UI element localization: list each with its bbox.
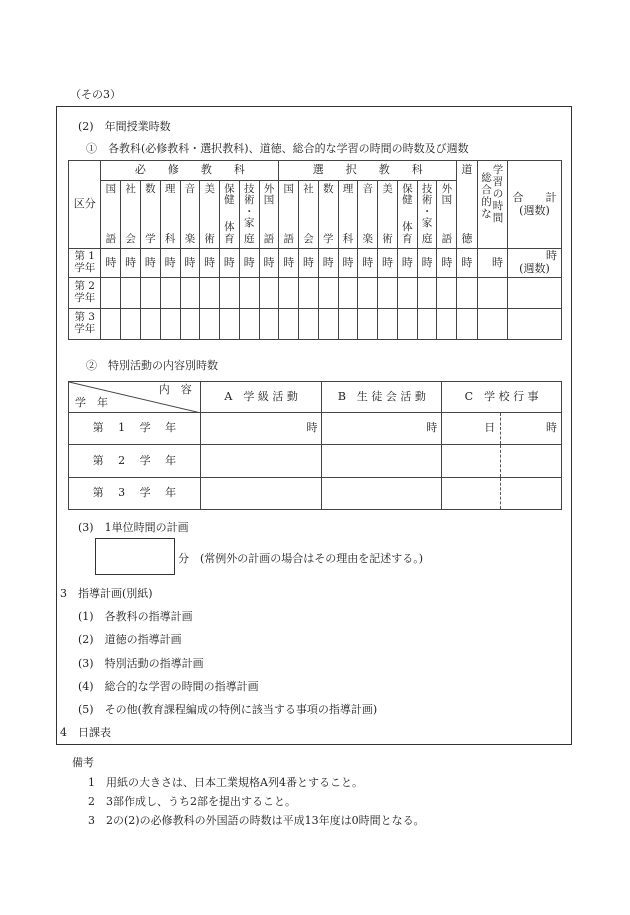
subject-bottom-chars: 庭: [421, 232, 433, 245]
hours-cell: [121, 249, 141, 278]
unit-ji: 時: [144, 255, 156, 269]
elective-subject-header: [397, 181, 417, 249]
table-row: [69, 309, 562, 340]
unit-ji: 時: [105, 255, 117, 269]
elective-subject-header: [338, 181, 358, 249]
subject-top-chars: 技 術 ・ 家: [243, 182, 255, 230]
hours-cell: [358, 278, 378, 309]
subject-top-chars: 技 術 ・ 家: [421, 182, 433, 230]
plan-heading: 3 指導計画(別紙): [60, 587, 153, 600]
subject-bottom-chars: 楽: [184, 232, 196, 245]
subject-top-chars: 理: [342, 182, 354, 195]
required-subject-header: [121, 181, 141, 249]
subject-top-chars: 理: [164, 182, 176, 195]
hours-cell: [338, 278, 358, 309]
student-council-header: B 生 徒 会 活 動: [322, 382, 442, 413]
moral-bottom: 徳: [461, 231, 473, 245]
grade-2-label: 第 2 学 年: [69, 445, 201, 478]
unit-ji: 時: [342, 255, 354, 269]
subject-bottom-chars: 語: [283, 232, 294, 245]
hours-cell: [457, 309, 477, 340]
hours-cell: [101, 249, 121, 278]
unit-ji: 時: [263, 255, 275, 269]
required-subject-header: [220, 181, 240, 249]
required-subject-header: [180, 181, 200, 249]
subject-bottom-chars: 体 育: [224, 221, 235, 245]
subject-top-chars: 社: [303, 182, 314, 195]
grade-3-class-activity: [200, 478, 322, 510]
hours-cell: [378, 278, 398, 309]
total-cell: [507, 249, 561, 278]
annual-hours-table: [68, 160, 562, 340]
subject-bottom-chars: 術: [204, 232, 215, 245]
total-header: [507, 161, 561, 249]
required-subject-header: [239, 181, 259, 249]
hours-cell: [358, 249, 378, 278]
hours-cell: [239, 278, 259, 309]
subject-bottom-chars: 学: [323, 232, 334, 245]
hours-cell: [121, 278, 141, 309]
subject-top-chars: 国: [105, 182, 117, 195]
required-subject-header: [259, 181, 279, 249]
hours-cell: [101, 278, 121, 309]
section-2-heading: (2) 年間授業時数: [78, 120, 171, 133]
plan-item-4: (4) 総合的な学習の時間の指導計画: [78, 680, 259, 693]
special-activities-table: [68, 381, 562, 510]
sogo-char-4: な: [481, 207, 492, 220]
elective-subject-header: [378, 181, 398, 249]
hours-cell: [101, 309, 121, 340]
hours-cell: [140, 309, 160, 340]
hours-cell: [378, 249, 398, 278]
hours-cell: [437, 249, 457, 278]
subject-top-chars: 音: [184, 182, 196, 195]
subject-bottom-chars: 庭: [243, 232, 255, 245]
table-row: [69, 445, 562, 478]
gakunen-label: 学 年: [75, 396, 108, 410]
subject-bottom-chars: 科: [164, 232, 176, 245]
hours-cell: [397, 309, 417, 340]
elective-subject-header: [318, 181, 338, 249]
plan-item-1: (1) 各教科の指導計画: [78, 610, 193, 623]
naiyo-label: 内 容: [158, 383, 192, 396]
dashed-divider: [500, 478, 501, 509]
hours-cell: [299, 278, 319, 309]
unit-ji: 時: [382, 255, 394, 269]
hours-cell: [200, 309, 220, 340]
class-activity-header: A 学 級 活 動: [200, 382, 322, 413]
elective-subject-header: [358, 181, 378, 249]
unit-time-note: 分 (常例外の計画の場合はその理由を記述する。): [178, 552, 424, 565]
unit-ji: 時: [421, 255, 433, 269]
unit-time-box: [95, 538, 175, 575]
hours-cell: [239, 249, 259, 278]
hours-cell: [299, 309, 319, 340]
unit-ji: 時: [322, 255, 334, 269]
subject-bottom-chars: 語: [105, 232, 117, 245]
integrated-study-header: [477, 161, 507, 249]
hours-cell: [279, 278, 299, 309]
remarks-title: 備考: [72, 756, 94, 769]
subject-top-chars: 数: [145, 182, 156, 195]
hours-cell: [180, 249, 200, 278]
grade-2-school-events: [442, 445, 562, 478]
subject-top-chars: 音: [362, 182, 374, 195]
gakushu-char-4: 時: [492, 199, 504, 212]
required-subject-header: [140, 181, 160, 249]
hours-cell: [259, 309, 279, 340]
grade-label: 第 2 学年: [69, 278, 101, 309]
dashed-divider: [500, 445, 501, 477]
subject-bottom-chars: 語: [441, 232, 453, 245]
hours-cell: [220, 278, 240, 309]
school-events-header: C 学 校 行 事: [442, 382, 562, 413]
hours-cell: [338, 309, 358, 340]
elective-subject-header: [299, 181, 319, 249]
unit-ji: 時: [362, 255, 374, 269]
table-row: [69, 249, 562, 278]
plan-item-3: (3) 特別活動の指導計画: [78, 657, 204, 670]
hours-cell: [180, 278, 200, 309]
unit-ji: 時: [306, 421, 318, 435]
table-row: [69, 278, 562, 309]
kubun-header: 区分: [69, 161, 101, 249]
unit-ji: 時: [223, 255, 235, 269]
sogo-char-2: 合: [481, 183, 492, 196]
total-cell: [507, 278, 561, 309]
hours-cell: [279, 249, 299, 278]
subject-bottom-chars: 科: [342, 232, 354, 245]
unit-ji: 時: [491, 255, 503, 269]
required-subject-header: [160, 181, 180, 249]
hours-cell: [457, 249, 477, 278]
required-subjects-header: 必 修 教 科: [101, 161, 279, 181]
gakushu-char-2: 習: [492, 175, 504, 188]
page-label: （その3）: [70, 88, 121, 101]
hours-cell: [358, 309, 378, 340]
plan-item-5: (5) その他(教育課程編成の特例に該当する事項の指導計画): [78, 703, 378, 716]
required-subject-header: [200, 181, 220, 249]
grade-label: 第 1 学年: [69, 249, 101, 278]
subject-top-chars: 保 健: [402, 182, 413, 207]
gakushu-char-1: 学: [492, 163, 504, 176]
elective-subjects-header: 選 択 教 科: [279, 161, 457, 181]
subject-bottom-chars: 学: [145, 232, 156, 245]
section-3-heading: (3) 1単位時間の計画: [78, 521, 189, 534]
hours-cell: [417, 249, 437, 278]
subject-top-chars: 外 国: [441, 182, 453, 207]
remark-3: 3 2の(2)の必修教科の外国語の時数は平成13年度は0時間となる。: [88, 814, 425, 827]
unit-ji: 時: [283, 255, 295, 269]
unit-ji: 時: [441, 255, 453, 269]
required-subject-header: [101, 181, 121, 249]
grade-2-student-council: [322, 445, 442, 478]
grade-3-label: 第 3 学 年: [69, 478, 201, 510]
table-row: [69, 413, 562, 445]
hours-cell: [160, 249, 180, 278]
hours-cell: [437, 309, 457, 340]
hours-cell: [477, 309, 507, 340]
hours-cell: [239, 309, 259, 340]
hours-cell: [121, 309, 141, 340]
grade-1-class-activity: [200, 413, 322, 445]
unit-ji: 時: [461, 255, 473, 269]
table2-diagonal-header: [69, 382, 201, 413]
unit-ji: 時: [164, 255, 176, 269]
grade-1-school-events: [442, 413, 562, 445]
hours-cell: [180, 309, 200, 340]
table-row: [69, 478, 562, 510]
subject-top-chars: 美: [382, 182, 393, 195]
total-cell: [507, 309, 561, 340]
subject-top-chars: 国: [283, 182, 294, 195]
hours-cell: [140, 278, 160, 309]
unit-ji: 時: [546, 249, 557, 263]
total-label: 合 計: [512, 190, 557, 204]
unit-weeks: (週数): [519, 262, 550, 275]
grade-2-class-activity: [200, 445, 322, 478]
subject-bottom-chars: 会: [303, 232, 314, 245]
subject-top-chars: 外 国: [263, 182, 275, 207]
hours-cell: [417, 278, 437, 309]
hours-cell: [397, 249, 417, 278]
hours-cell: [457, 278, 477, 309]
subsection-2-heading: ② 特別活動の内容別時数: [86, 359, 218, 372]
grade-1-student-council: [322, 413, 442, 445]
unit-ji: 時: [401, 255, 413, 269]
schedule-heading: 4 日課表: [60, 726, 111, 739]
moral-top: 道: [461, 162, 473, 176]
hours-cell: [318, 309, 338, 340]
hours-cell: [220, 249, 240, 278]
dashed-divider: [500, 413, 501, 444]
hours-cell: [200, 249, 220, 278]
hours-cell: [279, 309, 299, 340]
unit-ji: 時: [125, 255, 137, 269]
total-weeks-label: (週数): [519, 203, 550, 217]
hours-cell: [378, 309, 398, 340]
hours-cell: [417, 309, 437, 340]
gakushu-char-5: 間: [492, 211, 504, 224]
hours-cell: [160, 309, 180, 340]
grade-label: 第 3 学年: [69, 309, 101, 340]
subject-bottom-chars: 会: [125, 232, 136, 245]
elective-subject-header: [437, 181, 457, 249]
unit-ji: 時: [426, 421, 438, 435]
unit-ji: 時: [204, 255, 216, 269]
unit-ji: 時: [243, 255, 255, 269]
subject-bottom-chars: 術: [382, 232, 393, 245]
hours-cell: [318, 249, 338, 278]
grade-3-student-council: [322, 478, 442, 510]
gakushu-char-3: の: [492, 187, 504, 200]
subject-bottom-chars: 楽: [362, 232, 374, 245]
remark-1: 1 用紙の大きさは、日本工業規格A列4番とすること。: [88, 776, 363, 789]
grade-3-school-events: [442, 478, 562, 510]
hours-cell: [200, 278, 220, 309]
subject-top-chars: 数: [323, 182, 334, 195]
hours-cell: [477, 249, 507, 278]
hours-cell: [397, 278, 417, 309]
hours-cell: [299, 249, 319, 278]
hours-cell: [259, 278, 279, 309]
hours-cell: [259, 249, 279, 278]
elective-subject-header: [417, 181, 437, 249]
hours-cell: [160, 278, 180, 309]
hours-cell: [220, 309, 240, 340]
subject-bottom-chars: 語: [263, 232, 275, 245]
elective-subject-header: [279, 181, 299, 249]
unit-nichi: 日: [484, 421, 496, 434]
unit-ji: 時: [184, 255, 196, 269]
hours-cell: [338, 249, 358, 278]
unit-ji: 時: [546, 421, 557, 434]
subject-top-chars: 社: [125, 182, 136, 195]
subject-top-chars: 保 健: [224, 182, 235, 207]
hours-cell: [437, 278, 457, 309]
subsection-1-heading: ① 各教科(必修教科・選択教科)、道徳、総合的な学習の時間の時数及び週数: [86, 142, 469, 155]
hours-cell: [477, 278, 507, 309]
moral-header: [457, 161, 477, 249]
unit-ji: 時: [302, 255, 314, 269]
remark-2: 2 3部作成し、うち2部を提出すること。: [88, 795, 296, 808]
sogo-char-1: 総: [481, 171, 492, 184]
subject-top-chars: 美: [204, 182, 215, 195]
sogo-char-3: 的: [481, 195, 492, 208]
hours-cell: [318, 278, 338, 309]
plan-item-2: (2) 道徳の指導計画: [78, 633, 182, 646]
subject-bottom-chars: 体 育: [402, 221, 413, 245]
hours-cell: [140, 249, 160, 278]
grade-1-label: 第 1 学 年: [69, 413, 201, 445]
